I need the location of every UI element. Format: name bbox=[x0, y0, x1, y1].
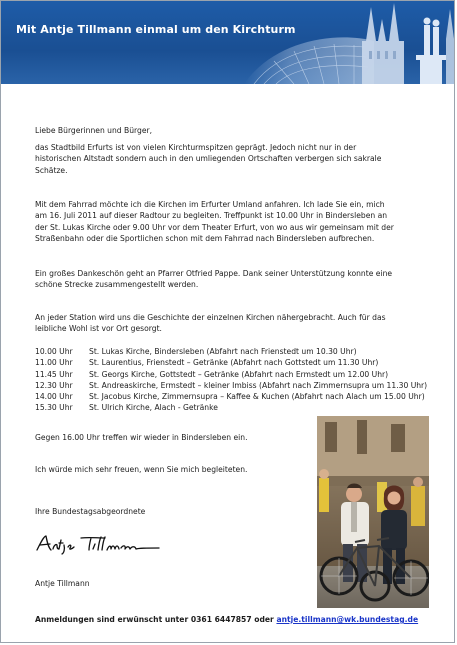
schedule-row bbox=[35, 391, 427, 402]
schedule-text: St. Ulrich Kirche, Alach - Getränke bbox=[89, 403, 218, 413]
schedule-text: St. Georgs Kirche, Gottstedt – Getränke (Abfahrt nach Ermstedt um 12.00 Uhr) bbox=[89, 369, 389, 379]
schedule-time: 11.45 Uhr bbox=[35, 369, 73, 379]
greeting: Liebe Bürgerinnen und Bürger, bbox=[35, 126, 153, 135]
schedule-row bbox=[35, 402, 427, 413]
registration-notice bbox=[35, 614, 418, 625]
text-line: der St. Lukas Kirche oder 9.00 Uhr vor dem Theater Erfurt, von wo aus wir gemeinsam mit der bbox=[35, 222, 394, 232]
schedule-list bbox=[35, 346, 427, 414]
schedule-row bbox=[35, 357, 427, 368]
schedule-time: 15.30 Uhr bbox=[35, 403, 73, 413]
closing-formula: Ihre Bundestagsabgeordnete bbox=[35, 507, 146, 516]
registration-text: Anmeldungen sind erwünscht unter 0361 6447857 oder bbox=[35, 615, 277, 624]
schedule-row bbox=[35, 346, 427, 357]
schedule-time: 14.00 Uhr bbox=[35, 392, 73, 402]
schedule-text: St. Laurentius, Frienstedt – Getränke (Abfahrt nach Gottstedt um 11.30 Uhr) bbox=[89, 358, 379, 368]
handwritten-signature-icon bbox=[35, 533, 165, 555]
paragraph-stations bbox=[35, 312, 386, 335]
email-link[interactable]: antje.tillmann@wk.bundestag.de bbox=[276, 615, 419, 624]
cyclists-photo bbox=[317, 416, 429, 608]
text-line: An jeder Station wird uns die Geschichte der einzelnen Kirchen nähergebracht. Auch für das bbox=[35, 313, 386, 322]
schedule-text: St. Andreaskirche, Ermstedt – kleiner Imbiss (Abfahrt nach Zimmernsupra um 11.30 Uhr) bbox=[89, 380, 428, 390]
text-line: das Stadtbild Erfurts ist von vielen Kirchturmspitzen geprägt. Jedoch nicht nur in der bbox=[35, 143, 357, 152]
paragraph-closing: Ich würde mich sehr freuen, wenn Sie mich begleiteten. bbox=[35, 465, 248, 474]
schedule-row bbox=[35, 380, 427, 391]
schedule-time: 12.30 Uhr bbox=[35, 380, 73, 390]
header-banner bbox=[1, 1, 454, 84]
cathedral-skyline-icon bbox=[244, 1, 454, 84]
schedule-text: St. Lukas Kirche, Bindersleben (Abfahrt nach Frienstedt um 10.30 Uhr) bbox=[89, 347, 357, 356]
text-line: leibliche Wohl ist vor Ort gesorgt. bbox=[35, 324, 162, 334]
schedule-time: 11.00 Uhr bbox=[35, 358, 73, 368]
paragraph-intro bbox=[35, 142, 381, 176]
text-line: schöne Strecke zusammengestellt werden. bbox=[35, 280, 199, 290]
schedule-row bbox=[35, 369, 427, 380]
paragraph-invitation bbox=[35, 199, 394, 244]
signer-name: Antje Tillmann bbox=[35, 579, 90, 588]
schedule-text: St. Jacobus Kirche, Zimmernsupra – Kaffee & Kuchen (Abfahrt nach Alach um 15.00 Uhr) bbox=[89, 392, 425, 402]
paragraph-thanks bbox=[35, 268, 392, 291]
text-line: am 16. Juli 2011 auf dieser Radtour zu begleiten. Treffpunkt ist 10.00 Uhr in Bindersleben an bbox=[35, 211, 388, 221]
text-line: Mit dem Fahrrad möchte ich die Kirchen im Erfurter Umland anfahren. Ich lade Sie ein, mich bbox=[35, 200, 385, 209]
banner-title: Mit Antje Tillmann einmal um den Kirchturm bbox=[16, 23, 296, 36]
text-line: historischen Altstadt sondern auch in den umliegenden Ortschaften verbergen sich sakrale bbox=[35, 154, 382, 164]
text-line: Straßenbahn oder die Sportlichen schon mit dem Fahrrad nach Bindersleben aufbrechen. bbox=[35, 233, 375, 243]
paragraph-return: Gegen 16.00 Uhr treffen wir wieder in Bindersleben ein. bbox=[35, 433, 248, 442]
schedule-time: 10.00 Uhr bbox=[35, 347, 73, 356]
text-line: Ein großes Dankeschön geht an Pfarrer Otfried Pappe. Dank seiner Unterstützung konnte eine bbox=[35, 269, 393, 278]
text-line: Schätze. bbox=[35, 165, 68, 175]
